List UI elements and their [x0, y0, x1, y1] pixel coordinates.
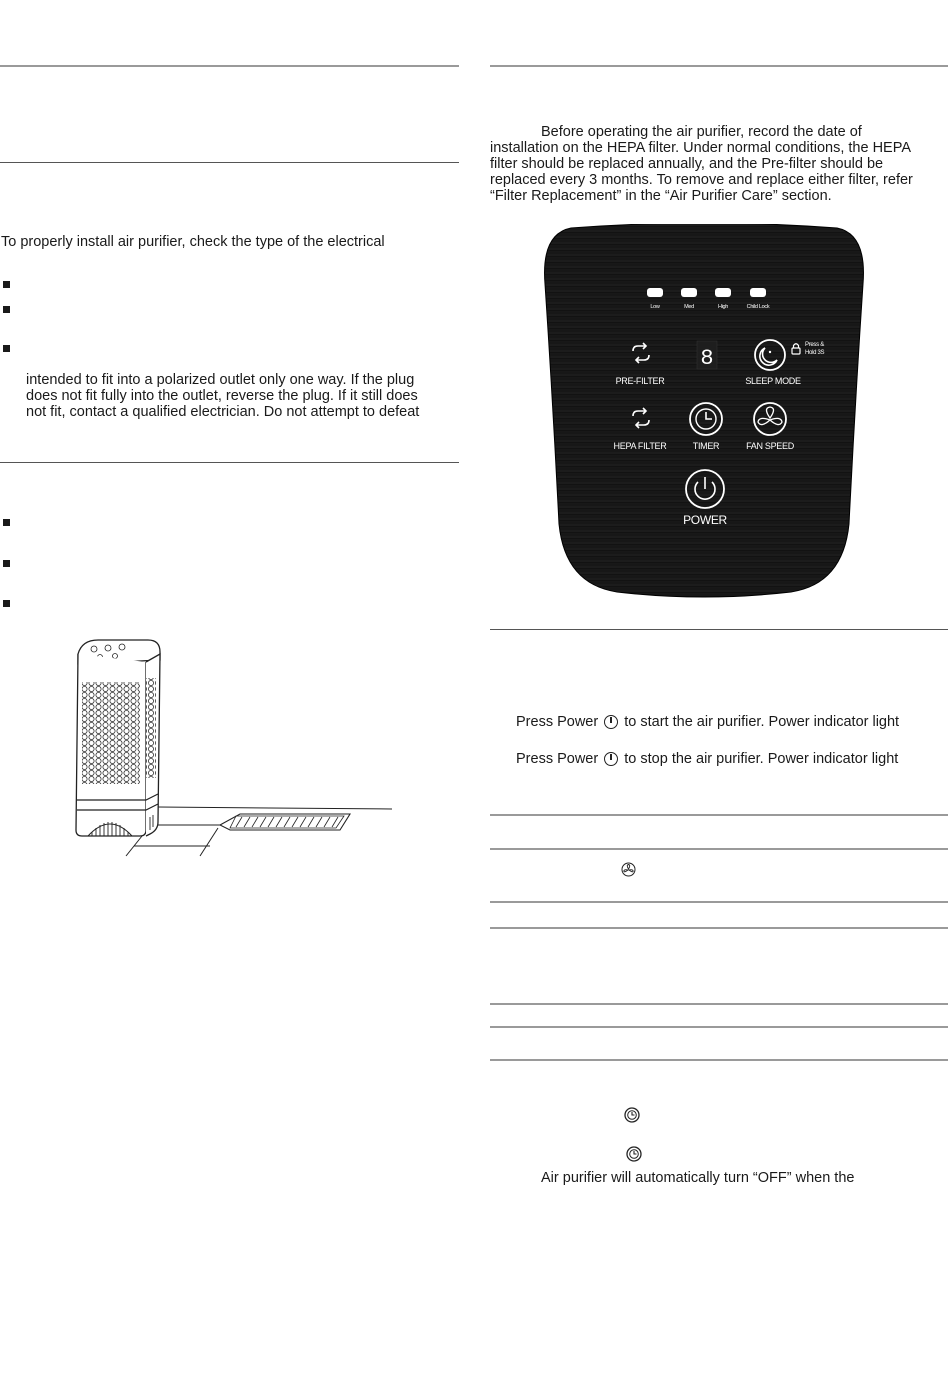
filter-intro-line: filter should be replaced annually, and the Pre-filter should be: [490, 156, 884, 172]
bullet: [3, 600, 10, 607]
filter-intro-line: installation on the HEPA filter. Under normal conditions, the HEPA: [490, 140, 911, 156]
filter-intro-line: “Filter Replacement” in the “Air Purifier Care” section.: [490, 188, 832, 204]
timer-label: TIMER: [692, 441, 720, 451]
hepa-label: HEPA FILTER: [613, 441, 667, 451]
bullet: [3, 281, 10, 288]
indicator-light: [681, 288, 697, 297]
prefilter-label: PRE-FILTER: [615, 376, 665, 386]
power-icon: [604, 715, 618, 729]
install-intro: To properly install air purifier, check the type of the electrical: [1, 234, 385, 250]
table-rule: [490, 1059, 948, 1061]
bullet: [3, 306, 10, 313]
filter-intro-line: replaced every 3 months. To remove and replace either filter, refer: [490, 172, 913, 188]
indicator-label: Child Lock: [746, 304, 770, 310]
lock-hint: Press &: [805, 342, 824, 348]
indicator-label: Low: [650, 304, 660, 310]
table-rule: [490, 927, 948, 929]
section-rule: [0, 65, 459, 67]
table-rule: [490, 848, 948, 850]
power-stop-text: [516, 751, 898, 768]
display-digit: 8: [700, 346, 714, 371]
table-rule: [490, 1026, 948, 1028]
lock-hint: Hold 3S: [805, 350, 825, 356]
plug-text-line: not fit, contact a qualified electrician. Do not attempt to defeat: [26, 404, 420, 420]
fan-speed-label: FAN SPEED: [746, 441, 794, 451]
section-rule: [0, 462, 459, 463]
section-rule: [490, 65, 948, 67]
bullet: [3, 345, 10, 352]
control-panel-image: [541, 224, 867, 598]
power-icon: [604, 752, 618, 766]
fan-speed-icon: [621, 862, 636, 877]
power-start-after: to start the air purifier. Power indicator light: [624, 714, 900, 730]
table-rule: [490, 814, 948, 816]
indicator-light: [715, 288, 731, 297]
section-rule: [0, 162, 459, 163]
indicator-label: High: [717, 304, 729, 310]
indicator-label: Med: [684, 304, 694, 310]
indicator-light: [750, 288, 766, 297]
power-stop-before: Press Power: [516, 751, 599, 767]
sleep-mode-label: SLEEP MODE: [745, 376, 801, 386]
bullet: [3, 560, 10, 567]
power-start-text: [516, 714, 899, 731]
table-rule: [490, 901, 948, 903]
power-start-before: Press Power: [516, 714, 599, 730]
plug-text-line: does not fit fully into the outlet, reverse the plug. If it still does: [26, 388, 418, 404]
bullet: [3, 519, 10, 526]
plug-text-line: intended to fit into a polarized outlet only one way. If the plug: [26, 372, 415, 388]
purifier-placement-illustration: [60, 632, 410, 864]
table-rule: [490, 1003, 948, 1005]
power-stop-after: to stop the air purifier. Power indicator light: [624, 751, 899, 767]
timer-icon: [626, 1146, 642, 1162]
timer-icon: [624, 1107, 640, 1123]
timer-off-text: Air purifier will automatically turn “OFF” when the: [541, 1170, 855, 1186]
filter-intro-line: Before operating the air purifier, record the date of: [541, 124, 862, 140]
section-rule: [490, 629, 948, 630]
power-label: POWER: [683, 513, 727, 527]
indicator-light: [647, 288, 663, 297]
